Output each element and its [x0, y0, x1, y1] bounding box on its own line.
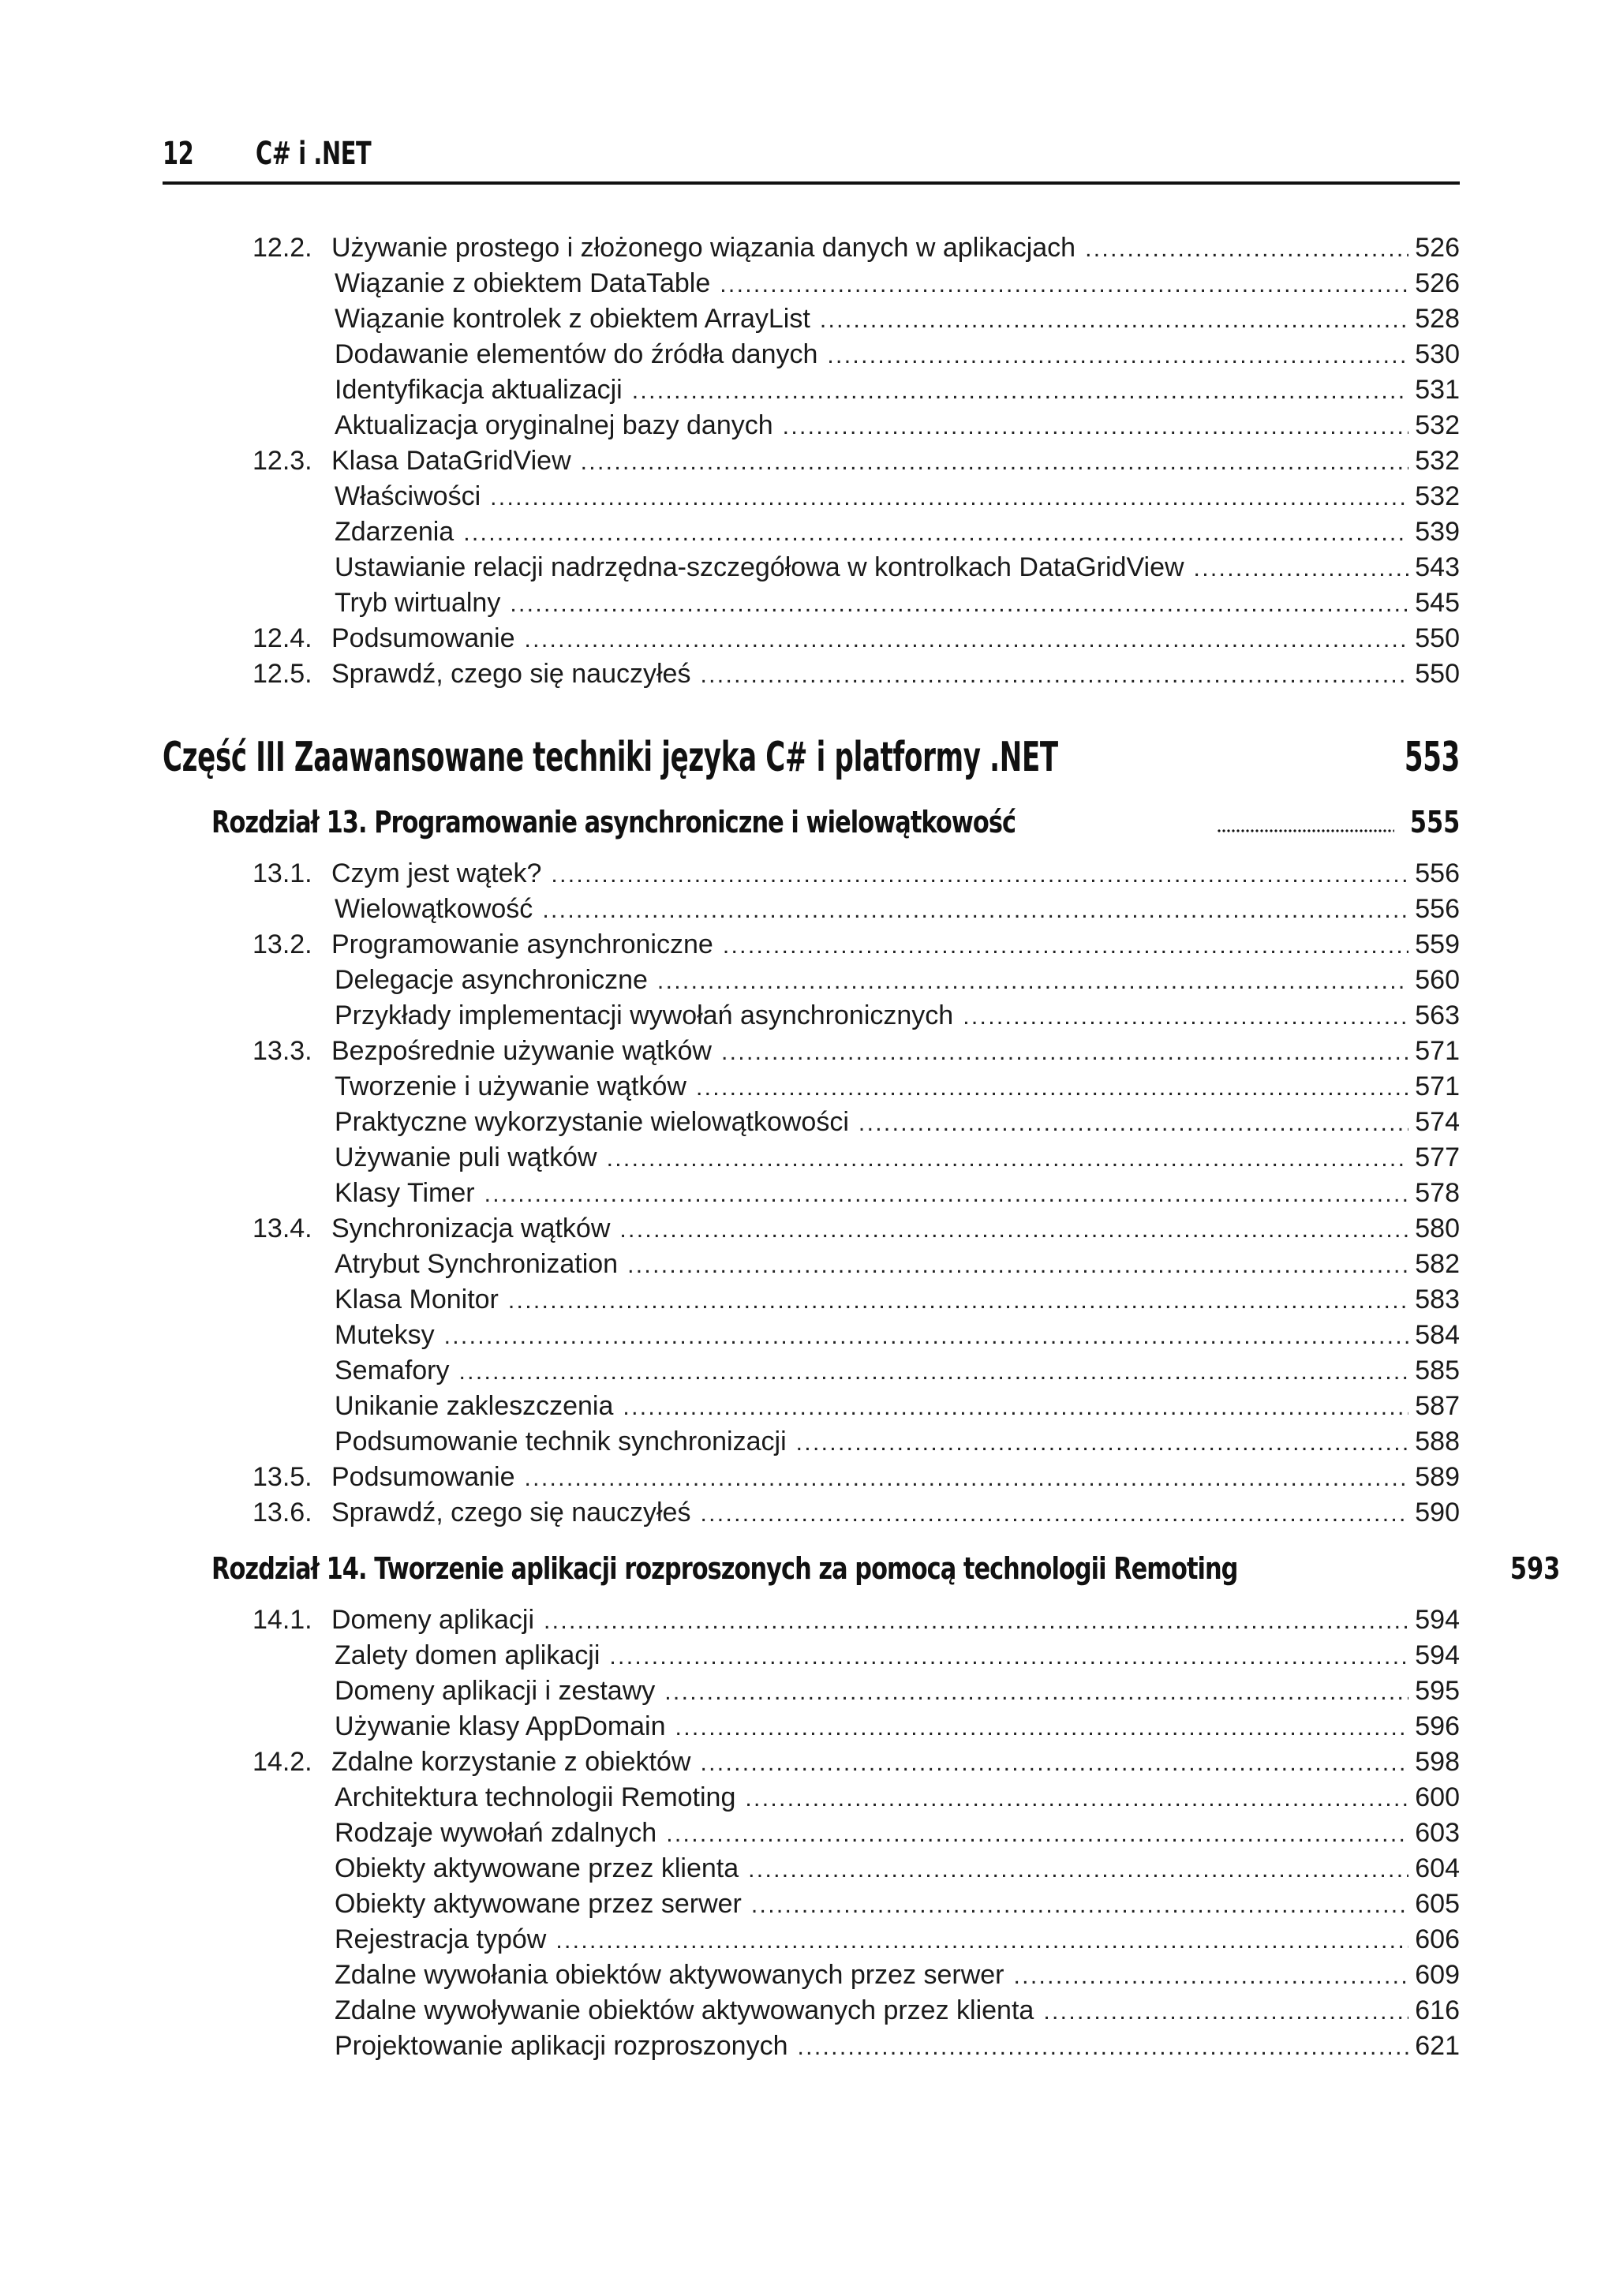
entry-page: 539	[1415, 517, 1460, 547]
toc-entry	[252, 927, 1460, 963]
entry-page: 616	[1415, 1995, 1460, 2025]
entry-page: 594	[1415, 1605, 1460, 1635]
dot-leader	[720, 267, 1408, 302]
entry-title: Zalety domen aplikacji	[335, 1640, 600, 1670]
entry-title: Obiekty aktywowane przez klienta	[335, 1853, 739, 1883]
toc-subentry	[335, 479, 1460, 514]
entry-title: Rodzaje wywołań zdalnych	[335, 1818, 657, 1848]
entry-page: 577	[1415, 1142, 1460, 1172]
toc-subentry	[335, 998, 1460, 1034]
entry-page: 550	[1415, 659, 1460, 689]
entry-title: Klasa DataGridView	[331, 446, 571, 476]
toc-subentry	[335, 1069, 1460, 1105]
toc-subentry	[335, 408, 1460, 443]
toc-subentry	[335, 1140, 1460, 1176]
entry-number: 13.5.	[252, 1462, 312, 1492]
entry-page: 621	[1415, 2031, 1460, 2061]
entry-page: 556	[1415, 894, 1460, 924]
toc-subentry	[335, 2029, 1460, 2064]
entry-title: Klasy Timer	[335, 1178, 475, 1208]
entry-page: 595	[1415, 1676, 1460, 1706]
header-book-title: C# i .NET	[256, 136, 372, 172]
dot-leader	[542, 892, 1408, 928]
dot-leader	[1217, 828, 1394, 834]
entry-page: 578	[1415, 1178, 1460, 1208]
header-page-number: 12	[163, 136, 194, 172]
toc-subentry	[335, 1851, 1460, 1887]
entry-page: 596	[1415, 1711, 1460, 1741]
dot-leader	[696, 1070, 1408, 1105]
entry-title: Sprawdź, czego się nauczyłeś	[331, 1498, 691, 1528]
entry-page: 606	[1415, 1924, 1460, 1954]
toc-subentry	[335, 550, 1460, 585]
dot-leader	[858, 1105, 1408, 1141]
entry-title: Zdarzenia	[335, 517, 454, 547]
entry-page: 543	[1415, 552, 1460, 582]
toc-entry	[252, 1211, 1460, 1247]
toc-entry	[252, 1602, 1460, 1638]
entry-title: Klasa Monitor	[335, 1284, 499, 1314]
entry-title: Zdalne wywoływanie obiektów aktywowanych przez klienta	[335, 1995, 1034, 2025]
dot-leader	[581, 444, 1409, 480]
entry-title: Używanie klasy AppDomain	[335, 1711, 666, 1741]
dot-leader	[609, 1639, 1408, 1674]
dot-leader	[657, 963, 1408, 999]
dot-leader	[723, 928, 1408, 963]
entry-title: Zdalne korzystanie z obiektów	[331, 1747, 691, 1777]
dot-leader	[619, 1212, 1408, 1247]
entry-number: 13.3.	[252, 1036, 312, 1066]
chapter-page: 555	[1409, 805, 1460, 839]
entry-page: 587	[1415, 1391, 1460, 1421]
dot-leader	[666, 1816, 1408, 1852]
entry-title: Używanie puli wątków	[335, 1142, 597, 1172]
dot-leader	[675, 1710, 1409, 1745]
entry-page: 528	[1415, 304, 1460, 334]
toc-entry	[252, 856, 1460, 892]
entry-page: 583	[1415, 1284, 1460, 1314]
dot-leader	[623, 1389, 1408, 1425]
part-heading	[163, 734, 1460, 784]
entry-number: 13.1.	[252, 858, 312, 888]
entry-title: Rejestracja typów	[335, 1924, 547, 1954]
entry-number: 14.1.	[252, 1605, 312, 1635]
entry-page: 563	[1415, 1000, 1460, 1030]
toc-entry	[252, 1034, 1460, 1069]
entry-page: 589	[1415, 1462, 1460, 1492]
toc-entry	[252, 1744, 1460, 1780]
entry-page: 580	[1415, 1213, 1460, 1243]
entry-number: 13.2.	[252, 929, 312, 959]
entry-title: Obiekty aktywowane przez serwer	[335, 1889, 742, 1919]
entry-page: 526	[1415, 233, 1460, 263]
entry-page: 598	[1415, 1747, 1460, 1777]
entry-title: Domeny aplikacji i zestawy	[335, 1676, 656, 1706]
dot-leader	[524, 622, 1408, 657]
entry-page: 571	[1415, 1071, 1460, 1101]
dot-leader	[1014, 1958, 1409, 1994]
entry-title: Podsumowanie technik synchronizacji	[335, 1427, 787, 1457]
dot-leader	[721, 1034, 1408, 1070]
entry-page: 550	[1415, 623, 1460, 653]
dot-leader	[607, 1141, 1409, 1176]
toc-entry	[252, 656, 1460, 692]
entry-page: 571	[1415, 1036, 1460, 1066]
dot-leader	[627, 1247, 1408, 1283]
toc-entry	[252, 1495, 1460, 1531]
toc-subentry	[335, 1424, 1460, 1460]
entry-page: 531	[1415, 375, 1460, 405]
toc-subentry	[335, 372, 1460, 408]
toc-subentry	[335, 266, 1460, 301]
dot-leader	[963, 999, 1408, 1034]
toc-subentry	[335, 585, 1460, 621]
toc-subentry	[335, 1673, 1460, 1709]
entry-page: 604	[1415, 1853, 1460, 1883]
part-page: 553	[1404, 734, 1460, 781]
dot-leader	[510, 586, 1408, 622]
entry-title: Programowanie asynchroniczne	[331, 929, 713, 959]
entry-title: Atrybut Synchronization	[335, 1249, 619, 1279]
toc-subentry	[335, 1353, 1460, 1389]
dot-leader	[1085, 231, 1408, 267]
toc-subentry	[335, 514, 1460, 550]
dot-leader	[524, 1460, 1408, 1496]
entry-title: Podsumowanie	[331, 1462, 515, 1492]
dot-leader	[745, 1781, 1408, 1816]
toc-subentry	[335, 1993, 1460, 2029]
dot-leader	[1194, 551, 1409, 586]
dot-leader	[551, 857, 1408, 892]
toc-subentry	[335, 1176, 1460, 1211]
dot-leader	[820, 302, 1408, 338]
entry-title: Aktualizacja oryginalnej bazy danych	[335, 410, 773, 440]
entry-title: Bezpośrednie używanie wątków	[331, 1036, 712, 1066]
entry-title: Wielowątkowość	[335, 894, 533, 924]
entry-page: 594	[1415, 1640, 1460, 1670]
entry-page: 585	[1415, 1356, 1460, 1385]
entry-title: Unikanie zakleszczenia	[335, 1391, 614, 1421]
toc-subentry	[335, 337, 1460, 372]
dot-leader	[700, 657, 1408, 693]
toc-subentry	[335, 1105, 1460, 1140]
toc-subentry	[335, 1780, 1460, 1815]
entry-page: 532	[1415, 446, 1460, 476]
entry-page: 584	[1415, 1320, 1460, 1350]
entry-page: 545	[1415, 588, 1460, 618]
entry-title: Tworzenie i używanie wątków	[335, 1071, 686, 1101]
dot-leader	[827, 338, 1408, 373]
entry-title: Muteksy	[335, 1320, 435, 1350]
dot-leader	[748, 1852, 1408, 1887]
entry-title: Ustawianie relacji nadrzędna-szczegółowa w kontrolkach DataGridView	[335, 552, 1184, 582]
entry-title: Projektowanie aplikacji rozproszonych	[335, 2031, 788, 2061]
toc-entry	[252, 230, 1460, 266]
dot-leader	[632, 373, 1409, 409]
chapter-page: 593	[1509, 1551, 1560, 1586]
dot-leader	[664, 1674, 1408, 1710]
toc-subentry	[335, 1247, 1460, 1282]
dot-leader	[783, 409, 1409, 444]
entry-page: 600	[1415, 1782, 1460, 1812]
toc-entry	[252, 621, 1460, 656]
dot-leader	[463, 515, 1408, 551]
toc-subentry	[335, 1709, 1460, 1744]
entry-number: 13.4.	[252, 1213, 312, 1243]
entry-page: 582	[1415, 1249, 1460, 1279]
toc-subentry	[335, 1958, 1460, 1993]
chapter-heading	[211, 805, 1460, 846]
entry-title: Właściwości	[335, 481, 481, 511]
dot-leader	[751, 1887, 1408, 1923]
chapter-title: Rozdział 13. Programowanie asynchroniczne i wielowątkowość	[211, 805, 1016, 839]
toc-subentry	[335, 1282, 1460, 1318]
entry-page: 559	[1415, 929, 1460, 959]
entry-page: 590	[1415, 1498, 1460, 1528]
entry-title: Wiązanie kontrolek z obiektem ArrayList	[335, 304, 810, 334]
entry-title: Praktyczne wykorzystanie wielowątkowości	[335, 1107, 849, 1137]
chapter-heading	[211, 1551, 1560, 1592]
entry-title: Identyfikacja aktualizacji	[335, 375, 623, 405]
entry-page: 532	[1415, 481, 1460, 511]
entry-title: Podsumowanie	[331, 623, 515, 653]
entry-number: 12.5.	[252, 659, 312, 689]
entry-number: 12.3.	[252, 446, 312, 476]
toc-subentry	[335, 1887, 1460, 1922]
toc-entry	[252, 1460, 1460, 1495]
toc-subentry	[335, 1389, 1460, 1424]
toc-subentry	[335, 1318, 1460, 1353]
toc-subentry	[335, 1638, 1460, 1673]
entry-title: Architektura technologii Remoting	[335, 1782, 736, 1812]
dot-leader	[444, 1318, 1409, 1354]
entry-page: 556	[1415, 858, 1460, 888]
toc-subentry	[335, 301, 1460, 337]
chapter-title: Rozdział 14. Tworzenie aplikacji rozproszonych za pomocą technologii Remoting	[211, 1551, 1238, 1586]
entry-page: 574	[1415, 1107, 1460, 1137]
entry-number: 12.4.	[252, 623, 312, 653]
entry-title: Semafory	[335, 1356, 450, 1385]
dot-leader	[700, 1496, 1408, 1531]
part-title: Część III Zaawansowane techniki języka C# i platformy .NET	[163, 734, 1058, 781]
entry-page: 603	[1415, 1818, 1460, 1848]
dot-leader	[484, 1176, 1409, 1212]
entry-title: Sprawdź, czego się nauczyłeś	[331, 659, 691, 689]
entry-number: 13.6.	[252, 1498, 312, 1528]
dot-leader	[1043, 1994, 1408, 2029]
toc-subentry	[335, 963, 1460, 998]
entry-title: Czym jest wątek?	[331, 858, 542, 888]
entry-title: Delegacje asynchroniczne	[335, 965, 648, 995]
toc-subentry	[335, 1815, 1460, 1851]
toc-subentry	[335, 892, 1460, 927]
dot-leader	[556, 1923, 1408, 1958]
dot-leader	[700, 1745, 1408, 1781]
entry-page: 605	[1415, 1889, 1460, 1919]
entry-title: Tryb wirtualny	[335, 588, 501, 618]
entry-page: 609	[1415, 1960, 1460, 1990]
entry-page: 526	[1415, 268, 1460, 298]
entry-page: 560	[1415, 965, 1460, 995]
dot-leader	[544, 1603, 1408, 1639]
entry-title: Wiązanie z obiektem DataTable	[335, 268, 711, 298]
dot-leader	[459, 1354, 1409, 1389]
entry-title: Przykłady implementacji wywołań asynchronicznych	[335, 1000, 954, 1030]
dot-leader	[796, 1425, 1409, 1460]
dot-leader	[490, 480, 1408, 515]
toc-entry	[252, 443, 1460, 479]
entry-page: 588	[1415, 1427, 1460, 1457]
entry-number: 14.2.	[252, 1747, 312, 1777]
entry-title: Zdalne wywołania obiektów aktywowanych przez serwer	[335, 1960, 1004, 1990]
entry-page: 530	[1415, 339, 1460, 369]
entry-title: Domeny aplikacji	[331, 1605, 534, 1635]
dot-leader	[508, 1283, 1408, 1318]
entry-title: Dodawanie elementów do źródła danych	[335, 339, 818, 369]
entry-title: Synchronizacja wątków	[331, 1213, 611, 1243]
dot-leader	[798, 2029, 1409, 2065]
running-header	[163, 133, 1460, 185]
entry-page: 532	[1415, 410, 1460, 440]
entry-title: Używanie prostego i złożonego wiązania danych w aplikacjach	[331, 233, 1076, 263]
entry-number: 12.2.	[252, 233, 312, 263]
toc-subentry	[335, 1922, 1460, 1958]
